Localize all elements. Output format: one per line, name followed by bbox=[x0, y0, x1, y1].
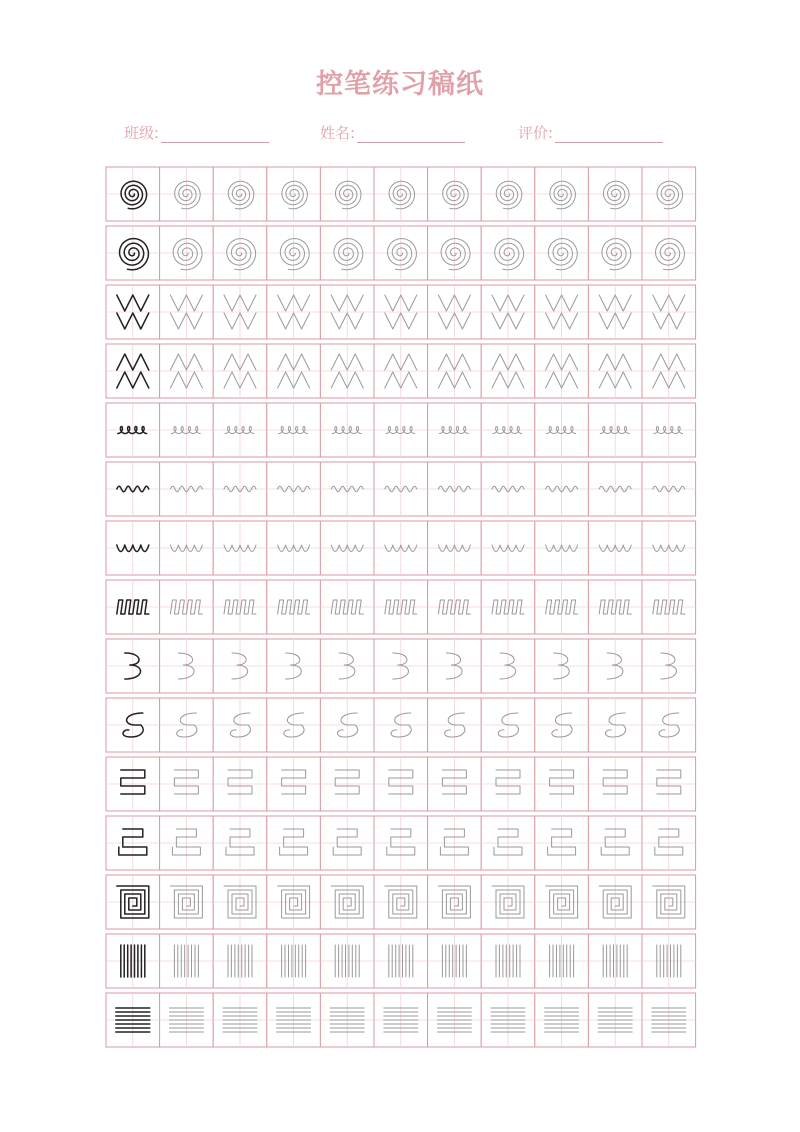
trace-stroke-horizontal-lines bbox=[491, 1008, 525, 1032]
practice-cell[interactable] bbox=[106, 875, 160, 929]
practice-cell[interactable] bbox=[588, 462, 642, 516]
practice-cell[interactable] bbox=[642, 875, 696, 929]
practice-row-vertical-lines bbox=[106, 934, 696, 988]
trace-stroke-horizontal-lines bbox=[437, 1008, 471, 1032]
practice-cell[interactable] bbox=[106, 521, 160, 575]
practice-cell[interactable] bbox=[642, 580, 696, 634]
practice-cell[interactable] bbox=[267, 875, 321, 929]
practice-cell[interactable] bbox=[588, 285, 642, 339]
practice-cell[interactable] bbox=[428, 875, 482, 929]
practice-cell[interactable] bbox=[535, 403, 589, 457]
practice-cell[interactable] bbox=[588, 875, 642, 929]
practice-cell[interactable] bbox=[213, 757, 267, 811]
practice-cell[interactable] bbox=[160, 875, 214, 929]
practice-cell[interactable] bbox=[160, 934, 214, 988]
practice-cell[interactable] bbox=[267, 167, 321, 221]
practice-cell[interactable] bbox=[642, 462, 696, 516]
practice-cell[interactable] bbox=[481, 934, 535, 988]
practice-cell[interactable] bbox=[374, 639, 428, 693]
practice-cell[interactable] bbox=[320, 698, 374, 752]
practice-cell[interactable] bbox=[535, 344, 589, 398]
practice-cell[interactable] bbox=[588, 167, 642, 221]
practice-cell[interactable] bbox=[374, 462, 428, 516]
practice-cell[interactable] bbox=[106, 462, 160, 516]
practice-cell[interactable] bbox=[160, 816, 214, 870]
practice-cell[interactable] bbox=[428, 462, 482, 516]
practice-cell[interactable] bbox=[213, 698, 267, 752]
practice-cell[interactable] bbox=[267, 344, 321, 398]
practice-row-double-m-zigzag bbox=[106, 344, 696, 398]
practice-cell[interactable] bbox=[428, 285, 482, 339]
practice-cell[interactable] bbox=[320, 639, 374, 693]
practice-cell[interactable] bbox=[642, 285, 696, 339]
practice-cell[interactable] bbox=[374, 285, 428, 339]
practice-cell[interactable] bbox=[106, 403, 160, 457]
practice-cell[interactable] bbox=[588, 226, 642, 280]
practice-cell[interactable] bbox=[481, 403, 535, 457]
practice-cell[interactable] bbox=[642, 521, 696, 575]
practice-cell[interactable] bbox=[428, 993, 482, 1047]
practice-row-u-cup-wave bbox=[106, 521, 696, 575]
practice-cell[interactable] bbox=[642, 934, 696, 988]
practice-cell[interactable] bbox=[535, 580, 589, 634]
page-title: 控笔练习稿纸 bbox=[316, 69, 484, 100]
practice-cell[interactable] bbox=[320, 993, 374, 1047]
practice-cell[interactable] bbox=[213, 934, 267, 988]
practice-cell[interactable] bbox=[213, 875, 267, 929]
practice-cell[interactable] bbox=[267, 285, 321, 339]
practice-cell[interactable] bbox=[588, 816, 642, 870]
practice-cell[interactable] bbox=[160, 285, 214, 339]
practice-cell[interactable] bbox=[642, 226, 696, 280]
practice-cell[interactable] bbox=[320, 875, 374, 929]
practice-cell[interactable] bbox=[160, 698, 214, 752]
practice-row-slanted-square-wave bbox=[106, 580, 696, 634]
practice-cell[interactable] bbox=[481, 344, 535, 398]
practice-cell[interactable] bbox=[535, 462, 589, 516]
practice-cell[interactable] bbox=[588, 639, 642, 693]
practice-cell[interactable] bbox=[213, 226, 267, 280]
practice-cell[interactable] bbox=[213, 403, 267, 457]
practice-cell[interactable] bbox=[320, 403, 374, 457]
practice-cell[interactable] bbox=[374, 344, 428, 398]
trace-stroke-horizontal-lines bbox=[169, 1008, 203, 1032]
practice-cell[interactable] bbox=[106, 226, 160, 280]
practice-cell[interactable] bbox=[588, 934, 642, 988]
trace-stroke-horizontal-lines bbox=[652, 1008, 686, 1032]
practice-cell[interactable] bbox=[374, 816, 428, 870]
practice-cell[interactable] bbox=[160, 993, 214, 1047]
practice-cell[interactable] bbox=[374, 698, 428, 752]
practice-cell[interactable] bbox=[160, 344, 214, 398]
practice-cell[interactable] bbox=[481, 285, 535, 339]
practice-row-smooth-wave bbox=[106, 462, 696, 516]
practice-cell[interactable] bbox=[642, 344, 696, 398]
practice-cell[interactable] bbox=[320, 344, 374, 398]
practice-cell[interactable] bbox=[320, 757, 374, 811]
practice-cell[interactable] bbox=[428, 167, 482, 221]
practice-cell[interactable] bbox=[428, 226, 482, 280]
practice-row-square-s-meander bbox=[106, 816, 696, 870]
practice-cell[interactable] bbox=[320, 167, 374, 221]
practice-row-square-e-meander bbox=[106, 757, 696, 811]
practice-cell[interactable] bbox=[374, 226, 428, 280]
practice-cell[interactable] bbox=[588, 757, 642, 811]
practice-cell[interactable] bbox=[213, 816, 267, 870]
trace-stroke-horizontal-lines bbox=[384, 1008, 418, 1032]
trace-stroke-horizontal-lines bbox=[223, 1008, 257, 1032]
practice-cell[interactable] bbox=[535, 816, 589, 870]
practice-cell[interactable] bbox=[428, 344, 482, 398]
practice-row-square-spiral bbox=[106, 875, 696, 929]
practice-cell[interactable] bbox=[374, 167, 428, 221]
practice-cell[interactable] bbox=[481, 580, 535, 634]
practice-cell[interactable] bbox=[160, 462, 214, 516]
practice-cell[interactable] bbox=[428, 698, 482, 752]
practice-cell[interactable] bbox=[106, 993, 160, 1047]
practice-cell[interactable] bbox=[213, 521, 267, 575]
practice-cell[interactable] bbox=[160, 226, 214, 280]
practice-cell[interactable] bbox=[374, 757, 428, 811]
practice-cell[interactable] bbox=[481, 521, 535, 575]
practice-cell[interactable] bbox=[535, 757, 589, 811]
practice-cell[interactable] bbox=[481, 462, 535, 516]
practice-cell[interactable] bbox=[642, 993, 696, 1047]
practice-cell[interactable] bbox=[428, 639, 482, 693]
practice-cell[interactable] bbox=[320, 285, 374, 339]
practice-cell[interactable] bbox=[428, 580, 482, 634]
practice-cell[interactable] bbox=[213, 462, 267, 516]
practice-cell[interactable] bbox=[428, 757, 482, 811]
trace-stroke-horizontal-lines bbox=[545, 1008, 579, 1032]
practice-cell[interactable] bbox=[213, 993, 267, 1047]
class-label: 班级: bbox=[124, 124, 160, 142]
practice-cell[interactable] bbox=[588, 403, 642, 457]
practice-cell[interactable] bbox=[213, 344, 267, 398]
practice-cell[interactable] bbox=[481, 875, 535, 929]
practice-cell[interactable] bbox=[160, 757, 214, 811]
practice-cell[interactable] bbox=[106, 344, 160, 398]
practice-cell[interactable] bbox=[642, 403, 696, 457]
practice-cell[interactable] bbox=[267, 226, 321, 280]
practice-cell[interactable] bbox=[106, 580, 160, 634]
practice-row-s-curve-wide bbox=[106, 698, 696, 752]
practice-cell[interactable] bbox=[481, 639, 535, 693]
practice-cell[interactable] bbox=[535, 285, 589, 339]
practice-cell[interactable] bbox=[267, 698, 321, 752]
practice-cell[interactable] bbox=[428, 403, 482, 457]
practice-cell[interactable] bbox=[106, 285, 160, 339]
model-stroke-horizontal-lines bbox=[116, 1008, 150, 1032]
practice-cell[interactable] bbox=[588, 993, 642, 1047]
practice-cell[interactable] bbox=[642, 167, 696, 221]
practice-cell[interactable] bbox=[642, 698, 696, 752]
practice-cell[interactable] bbox=[160, 639, 214, 693]
practice-cell[interactable] bbox=[160, 521, 214, 575]
practice-cell[interactable] bbox=[320, 934, 374, 988]
practice-cell[interactable] bbox=[374, 403, 428, 457]
practice-cell[interactable] bbox=[267, 816, 321, 870]
practice-row-spiral-small bbox=[106, 167, 696, 221]
practice-row-spiral-large bbox=[106, 226, 696, 280]
practice-cell[interactable] bbox=[106, 816, 160, 870]
name-label: 姓名: bbox=[320, 124, 356, 142]
practice-cell[interactable] bbox=[106, 698, 160, 752]
practice-cell[interactable] bbox=[160, 403, 214, 457]
practice-cell[interactable] bbox=[320, 462, 374, 516]
practice-cell[interactable] bbox=[320, 580, 374, 634]
practice-cell[interactable] bbox=[267, 993, 321, 1047]
practice-cell[interactable] bbox=[535, 875, 589, 929]
practice-cell[interactable] bbox=[535, 639, 589, 693]
practice-cell[interactable] bbox=[213, 167, 267, 221]
practice-cell[interactable] bbox=[267, 462, 321, 516]
practice-row-double-w-zigzag bbox=[106, 285, 696, 339]
practice-row-horizontal-lines bbox=[106, 993, 696, 1047]
practice-cell[interactable] bbox=[481, 167, 535, 221]
practice-cell[interactable] bbox=[374, 993, 428, 1047]
practice-cell[interactable] bbox=[267, 934, 321, 988]
practice-cell[interactable] bbox=[160, 580, 214, 634]
practice-cell[interactable] bbox=[320, 816, 374, 870]
practice-cell[interactable] bbox=[481, 993, 535, 1047]
practice-cell[interactable] bbox=[642, 639, 696, 693]
practice-cell[interactable] bbox=[588, 344, 642, 398]
evaluation-label: 评价: bbox=[518, 124, 554, 142]
practice-cell[interactable] bbox=[374, 580, 428, 634]
practice-cell[interactable] bbox=[642, 757, 696, 811]
practice-cell[interactable] bbox=[588, 698, 642, 752]
practice-cell[interactable] bbox=[267, 580, 321, 634]
practice-cell[interactable] bbox=[481, 698, 535, 752]
trace-stroke-horizontal-lines bbox=[330, 1008, 364, 1032]
practice-cell[interactable] bbox=[535, 934, 589, 988]
practice-cell[interactable] bbox=[106, 167, 160, 221]
practice-cell[interactable] bbox=[267, 639, 321, 693]
practice-cell[interactable] bbox=[481, 226, 535, 280]
practice-cell[interactable] bbox=[428, 521, 482, 575]
practice-cell[interactable] bbox=[320, 226, 374, 280]
practice-cell[interactable] bbox=[535, 993, 589, 1047]
practice-cell[interactable] bbox=[535, 226, 589, 280]
practice-cell[interactable] bbox=[535, 521, 589, 575]
practice-cell[interactable] bbox=[267, 403, 321, 457]
practice-cell[interactable] bbox=[535, 167, 589, 221]
practice-cell[interactable] bbox=[267, 757, 321, 811]
practice-cell[interactable] bbox=[642, 816, 696, 870]
practice-cell[interactable] bbox=[588, 521, 642, 575]
practice-cell[interactable] bbox=[374, 934, 428, 988]
practice-cell[interactable] bbox=[428, 816, 482, 870]
practice-cell[interactable] bbox=[481, 816, 535, 870]
practice-cell[interactable] bbox=[320, 521, 374, 575]
practice-row-s-curve-narrow bbox=[106, 639, 696, 693]
trace-stroke-horizontal-lines bbox=[277, 1008, 311, 1032]
practice-row-loop-chain bbox=[106, 403, 696, 457]
practice-cell[interactable] bbox=[106, 639, 160, 693]
practice-cell[interactable] bbox=[267, 521, 321, 575]
practice-cell[interactable] bbox=[374, 521, 428, 575]
trace-stroke-horizontal-lines bbox=[598, 1008, 632, 1032]
practice-cell[interactable] bbox=[213, 285, 267, 339]
practice-cell[interactable] bbox=[428, 934, 482, 988]
practice-cell[interactable] bbox=[106, 757, 160, 811]
practice-cell[interactable] bbox=[160, 167, 214, 221]
practice-cell[interactable] bbox=[535, 698, 589, 752]
practice-cell[interactable] bbox=[213, 639, 267, 693]
practice-cell[interactable] bbox=[481, 757, 535, 811]
practice-cell[interactable] bbox=[588, 580, 642, 634]
practice-cell[interactable] bbox=[374, 875, 428, 929]
practice-cell[interactable] bbox=[106, 934, 160, 988]
practice-cell[interactable] bbox=[213, 580, 267, 634]
